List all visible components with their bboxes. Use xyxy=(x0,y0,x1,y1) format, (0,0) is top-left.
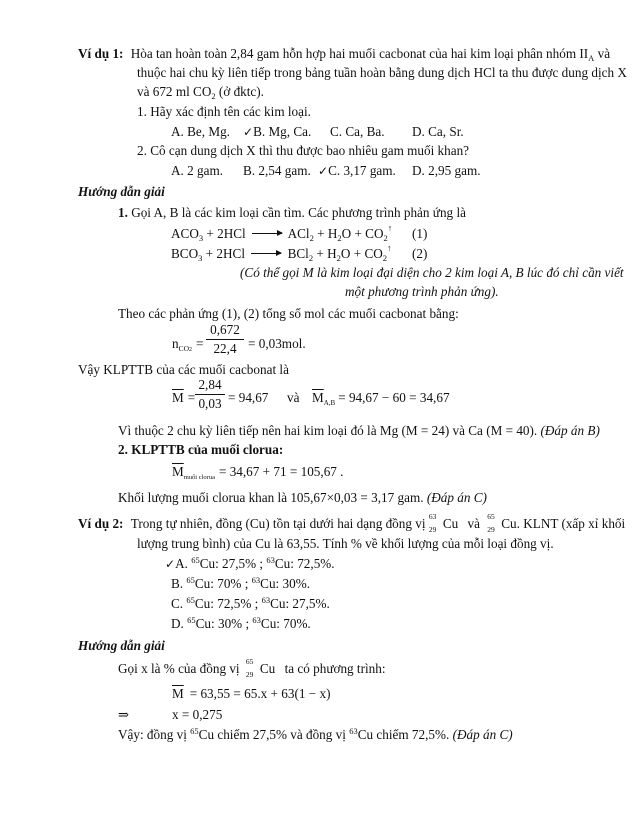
equation-1-number: (1) xyxy=(412,226,428,241)
numerator: 2,84 xyxy=(198,377,222,392)
subscript: 2 xyxy=(383,233,388,243)
part-number: 1. xyxy=(118,205,128,220)
implies-icon: ⇒ xyxy=(118,707,130,722)
answer-tag: (Đáp án C) xyxy=(426,490,487,505)
equation-2 xyxy=(171,243,392,263)
check-icon: ✓ xyxy=(318,164,329,178)
example-1-line-2: thuộc hai chu kỳ liên tiếp trong bảng tuần hoàn bằng dung dịch HCl ta thu được dung dịch X xyxy=(137,65,627,80)
isotope-equation xyxy=(172,686,330,702)
subscript: A,B xyxy=(323,399,336,407)
option-text: Cu: 70%. xyxy=(260,616,311,631)
fraction-bar xyxy=(206,339,244,340)
subscript: 2 xyxy=(382,253,388,263)
text-fragment: Vậy: đồng vị xyxy=(118,727,191,742)
atomic-number: 29 xyxy=(487,525,495,534)
eq-term: + H xyxy=(313,226,338,241)
text-fragment: và xyxy=(594,46,611,61)
ex2-option-c xyxy=(171,596,330,612)
text-fragment: ta có phương trình: xyxy=(284,661,386,676)
metal-conclusion xyxy=(118,423,600,439)
atomic-number: 29 xyxy=(428,525,437,534)
superscript: 63 xyxy=(251,575,261,585)
text-fragment: Khối lượng muối clorua khan là 105,67×0,03 = 3,17 gam. xyxy=(118,490,427,505)
fraction-bar xyxy=(195,394,225,395)
guide-1-part-2 xyxy=(118,442,283,458)
element-symbol: Cu xyxy=(442,516,459,531)
question-2: 2. Cô cạn dung dịch X thì thu được bao nhiêu gam muối khan? xyxy=(137,143,470,158)
subscript: CO xyxy=(178,344,190,353)
subscript: muối clorua xyxy=(183,474,215,481)
example-2-line-2: lượng trung bình) của Cu là 63,55. Tính % về khối lượng của mỗi loại đồng vị. xyxy=(137,536,554,551)
option-text: B. Mg, Ca. xyxy=(253,124,312,139)
symbol: n xyxy=(172,336,179,351)
check-icon: ✓ xyxy=(243,125,254,139)
superscript: 63 xyxy=(266,555,275,565)
text-fragment: (ở đktc). xyxy=(215,84,264,99)
q2-option-a: A. 2 gam. xyxy=(171,163,224,178)
superscript: 65 xyxy=(187,615,196,625)
subscript: 3 xyxy=(198,233,204,243)
m-ab-result: = 94,67 − 60 = 34,67 xyxy=(338,390,450,405)
fraction-mol xyxy=(206,323,244,356)
klpttb-intro: Vậy KLPTTB của các muối cacbonat là xyxy=(78,362,289,377)
mass-number: 65 xyxy=(245,657,254,666)
element-symbol: Cu xyxy=(501,516,517,531)
reaction-arrow-icon xyxy=(252,233,282,234)
example-1-text: Hòa tan hoàn toàn 2,84 gam hỗn hợp hai muối cacbonat của hai kim loại phân nhóm II xyxy=(130,46,589,61)
mass-number: 63 xyxy=(428,512,437,521)
superscript: 65 xyxy=(186,595,195,605)
note-line-1: (Có thể gọi M là kim loại đại diện cho 2 kim loại A, B lúc đó chỉ cần viết xyxy=(240,265,624,280)
gas-up-arrow-icon: ↑ xyxy=(387,243,392,253)
text-fragment: Gọi x là % của đồng vị xyxy=(118,661,240,676)
chloride-mass xyxy=(118,490,487,506)
option-text: Cu: 70% ; xyxy=(194,576,252,591)
and-word: và xyxy=(287,390,300,405)
atomic-number: 29 xyxy=(245,670,254,679)
example-1-label: Ví dụ 1: xyxy=(78,46,124,61)
q2-option-d: D. 2,95 gam. xyxy=(412,163,481,178)
subscript: 2 xyxy=(337,233,342,243)
subscript: 2 xyxy=(309,233,314,243)
eq-term: O + CO xyxy=(340,246,383,261)
eq-term: O + CO xyxy=(341,226,384,241)
subscript: 2 xyxy=(189,347,193,353)
numerator: 0,672 xyxy=(210,322,240,337)
option-letter: A. xyxy=(175,556,192,571)
example-2-label: Ví dụ 2: xyxy=(78,516,124,531)
eq-term: + 2HCl xyxy=(203,226,246,241)
denominator: 22,4 xyxy=(213,341,237,356)
equation-2-number: (2) xyxy=(412,246,428,261)
option-text: Cu: 72,5%. xyxy=(274,556,335,571)
group-subscript: A xyxy=(588,53,595,63)
superscript: 63 xyxy=(252,615,261,625)
mol-intro: Theo các phản ứng (1), (2) tổng số mol các muối cacbonat bằng: xyxy=(118,306,459,321)
guide-1-part-1 xyxy=(118,205,466,221)
eq-term: BCl xyxy=(287,246,309,261)
check-icon: ✓ xyxy=(165,557,176,571)
fraction-m xyxy=(195,378,225,411)
text-fragment: Vì thuộc 2 chu kỳ liên tiếp nên hai kim loại đó là Mg (M = 24) và Ca (M = 40). xyxy=(118,423,541,438)
option-text: Cu: 30% ; xyxy=(195,616,253,631)
n-co2-label: $n_{CO2}$ = xyxy=(172,336,204,353)
and-word: và xyxy=(467,516,480,531)
gas-up-arrow-icon: ↑ xyxy=(387,223,393,233)
superscript: 63 xyxy=(349,726,358,736)
denominator: 0,03 xyxy=(198,396,222,411)
m-chloride-result: = 34,67 + 71 = 105,67 . xyxy=(218,464,344,479)
question-1: 1. Hãy xác định tên các kim loại. xyxy=(137,104,311,119)
guide-2-conclusion xyxy=(118,727,513,743)
q1-option-d: D. Ca, Sr. xyxy=(412,124,464,139)
equation-text: = 63,55 = 65.x + 63(1 − x) xyxy=(189,686,331,701)
x-result: x = 0,275 xyxy=(172,707,223,722)
option-text: Cu: 72,5% ; xyxy=(194,596,262,611)
mass-number: 65 xyxy=(487,512,495,521)
subscript: 2 xyxy=(336,253,341,263)
q2-option-c xyxy=(318,163,396,179)
eq-term: + H xyxy=(313,246,337,261)
option-text: C. 3,17 gam. xyxy=(328,163,396,178)
guide-2-intro xyxy=(118,657,386,679)
m-ab xyxy=(312,390,450,406)
symbol: M xyxy=(312,390,324,405)
example-1-line-1 xyxy=(78,46,610,62)
reaction-arrow-icon xyxy=(251,253,281,254)
isotope-63 xyxy=(428,512,443,534)
option-letter: D. xyxy=(171,616,188,631)
mol-result: = 0,03mol. xyxy=(248,336,306,351)
subscript: 2 xyxy=(308,253,314,263)
guide-2-heading: Hướng dẫn giải xyxy=(78,638,165,653)
option-text: Cu: 27,5%. xyxy=(270,596,330,611)
text-fragment: và 672 ml CO xyxy=(137,84,212,99)
eq-term: ACO xyxy=(171,226,199,241)
text-fragment: . KLNT (xấp xỉ khối xyxy=(516,516,626,531)
q2-option-b: B. 2,54 gam. xyxy=(243,163,311,178)
answer-tag: (Đáp án C) xyxy=(452,727,513,742)
answer-tag: (Đáp án B) xyxy=(540,423,600,438)
isotope-65 xyxy=(487,512,501,534)
text-fragment: Cu chiếm 27,5% và đồng vị xyxy=(198,727,350,742)
part-number: 2. xyxy=(118,442,128,457)
eq-term: BCO xyxy=(171,246,199,261)
option-text: Cu: 27,5% ; xyxy=(199,556,267,571)
m-chloride xyxy=(172,464,343,480)
superscript: 63 xyxy=(261,595,271,605)
q1-option-a: A. Be, Mg. xyxy=(171,124,230,139)
example-1-line-3 xyxy=(137,84,264,100)
subscript: 2 xyxy=(211,91,216,101)
eq-term: + 2HCl xyxy=(202,246,245,261)
option-letter: B. xyxy=(171,576,187,591)
ex2-option-b xyxy=(171,576,310,592)
symbol: M xyxy=(172,464,184,479)
example-2-line-1 xyxy=(78,512,626,534)
part-text: Gọi A, B là các kim loại cần tìm. Các phương trình phản ứng là xyxy=(127,205,466,220)
m-bar-label: M = xyxy=(172,390,196,405)
text-fragment: Cu chiếm 72,5%. xyxy=(357,727,453,742)
q1-option-b xyxy=(243,124,311,140)
q1-option-c: C. Ca, Ba. xyxy=(330,124,385,139)
isotope-65 xyxy=(245,657,260,679)
element-symbol: Cu xyxy=(259,661,276,676)
ex2-option-a xyxy=(165,556,335,572)
symbol: M xyxy=(172,390,184,405)
guide-1-heading: Hướng dẫn giải xyxy=(78,184,165,199)
note-line-2: một phương trình phản ứng). xyxy=(345,284,499,299)
m-bar-result: = 94,67 xyxy=(228,390,269,405)
option-text: Cu: 30%. xyxy=(260,576,310,591)
example-2-text: Trong tự nhiên, đồng (Cu) tồn tại dưới hai dạng đồng vị xyxy=(130,516,426,531)
superscript: 65 xyxy=(190,726,199,736)
part-text: KLPTTB của muối clorua: xyxy=(127,442,284,457)
subscript: 3 xyxy=(198,253,203,263)
superscript: 65 xyxy=(191,555,200,565)
option-letter: C. xyxy=(171,596,187,611)
eq-term: ACl xyxy=(287,226,310,241)
equation-1 xyxy=(171,223,393,243)
symbol: M xyxy=(172,686,184,701)
ex2-option-d xyxy=(171,616,311,632)
superscript: 65 xyxy=(186,575,195,585)
